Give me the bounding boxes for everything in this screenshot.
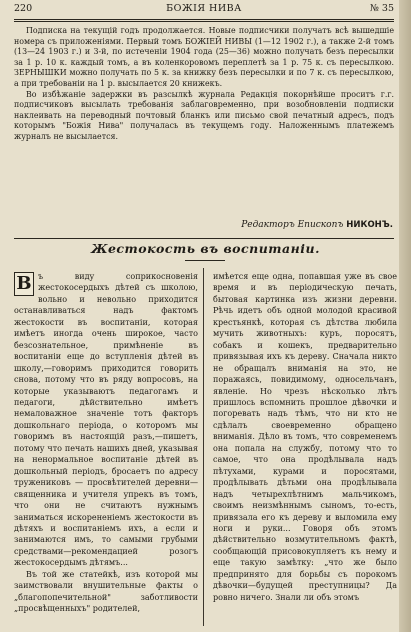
subscription-notice (14, 26, 394, 143)
signature-role: Редакторъ Епископъ (241, 220, 344, 230)
article-paragraph: имѣется еще одна, попавшая уже въ свое время и въ періодическую печать, бытовая картинка изъ жизни деревни. Рѣчь идетъ объ одной молодой красивой крестьянкѣ, которая съ дѣтства любила мучить животныхъ: куръ, поросятъ, собакъ и кошекъ, предварительно привязывая ихъ къ дереву. Сначала никто не обращалъ вниманія на это, не поражаясь, повидимому, односельчанъ, явленіе. Но чрезъ нѣсколько лѣтъ пришлось вспомнить прошлое дѣвочки и погоревать надъ тѣмъ, что ни кто не сдѣлалъ своевременно обращено вниманія. Дѣло въ томъ, что современемъ она попала на службу, потому что то самое, что она продѣлывала надъ пѣтухами, курами и поросятами, продѣлывать дѣтьми она продѣлывала надъ четырехлѣтнимъ мальчикомъ, своимъ неизмѣннымъ сыномъ, то-есть, привязала его къ дереву и выломила ему ноги и руки... Говоря объ этомъ дѣйствительно возмутительномъ фактѣ, сообщающій присовокупляетъ къ нему и еще такую замѣтку: „что же было предпринято для борьбы съ порокомъ дѣвочки—будущей преступницы? Да ровно ничего. Знали ли объ этомъ (213, 272, 397, 602)
section-divider (14, 238, 394, 239)
notice-paragraph-1: Подписка на текущій годъ продолжается. Новые подписчики получатъ всѣ вышедшіе номера съ приложеніями. Первый томъ БОЖІЕЙ НИВЫ (1—12 1902 г.), а также 2-й томъ (13—24 1903 г.) и 3-й, по истеченіи 1904 года (25—36) можно получать безъ пересылки за 1 р. 10 к. каждый томъ, а въ коленкоровомъ переплетѣ за 1 р. 75 к. съ пересылкою. ЗЕРНЫШКИ можно получать по 5 к. за книжку безъ пересылки и по 7 к. съ пересылкою, а при требованіи на 1 р. высылается 20 книжекъ. (14, 26, 394, 88)
column-separator (203, 268, 204, 626)
article-paragraph: ъ виду соприкосновенія жестокосердыхъ дѣтей съ школою, вольно и невольно приходится останавливаться надъ фактомъ жестокости въ воспитаніи, которая имѣетъ иногда очень широкое, часто безсознательное, примѣненіе въ воспитаніи еще до вступленія дѣтей въ школу,—говоримъ приходится говорить снова, потому что въ ряду вопросовъ, на которые указываютъ педагогамъ и педагоги, дѣйствительно имѣетъ немаловажное значеніе тотъ факторъ дошкольнаго періода, о которомъ мы говоримъ въ настоящій разъ,—пишетъ, потому что печать нашихъ дней, указывая на ненормальное воспитаніе дѣтей въ дошкольный періодъ, бросаетъ по адресу тружениковъ — просвѣтителей деревни—священника и учителя упрекъ въ томъ, что они не считаютъ нужнымъ заниматься искорененіемъ жестокости въ дѣтяхъ и воспитаніемъ ихъ, а если и занимаются имъ, то самыми грубыми средствами—рекомендацией розогъ жестокосердымъ дѣтямъ... (14, 272, 198, 568)
editor-signature (241, 220, 393, 230)
issue-number: № 35 (369, 3, 394, 14)
article-column-left (14, 271, 198, 626)
article-title: Жестокость въ воспитаніи. (91, 241, 320, 256)
header-rule (14, 19, 394, 20)
drop-cap: В (14, 272, 34, 296)
page-edge (399, 0, 411, 632)
article-column-right (213, 271, 397, 626)
notice-paragraph-2: Во избѣжаніе задержки въ разсылкѣ журнала Редакція покорнѣйше проситъ г.г. подписчиковъ высылать требованія заблаговременно, при возобновленіи подписки наклеивать на переводный почтовый бланкъ или письмо свой печатный адресъ, подъ которымъ "Божія Нива" получалась въ текущемъ году. Наложеннымъ платежемъ журналъ не высылается. (14, 89, 394, 141)
title-underline (185, 260, 225, 261)
running-header (14, 3, 394, 17)
article-paragraph: Въ той же статейкѣ, изъ которой мы заимствовали внушительные факты о „благопопечительной" заботливости „просвѣщенныхъ" родителей, (14, 569, 198, 614)
page-number: 220 (14, 3, 33, 14)
journal-title: БОЖІЯ НИВА (166, 3, 242, 14)
signature-name: НИКОНЪ. (346, 220, 393, 230)
header-rule-thin (14, 21, 394, 22)
